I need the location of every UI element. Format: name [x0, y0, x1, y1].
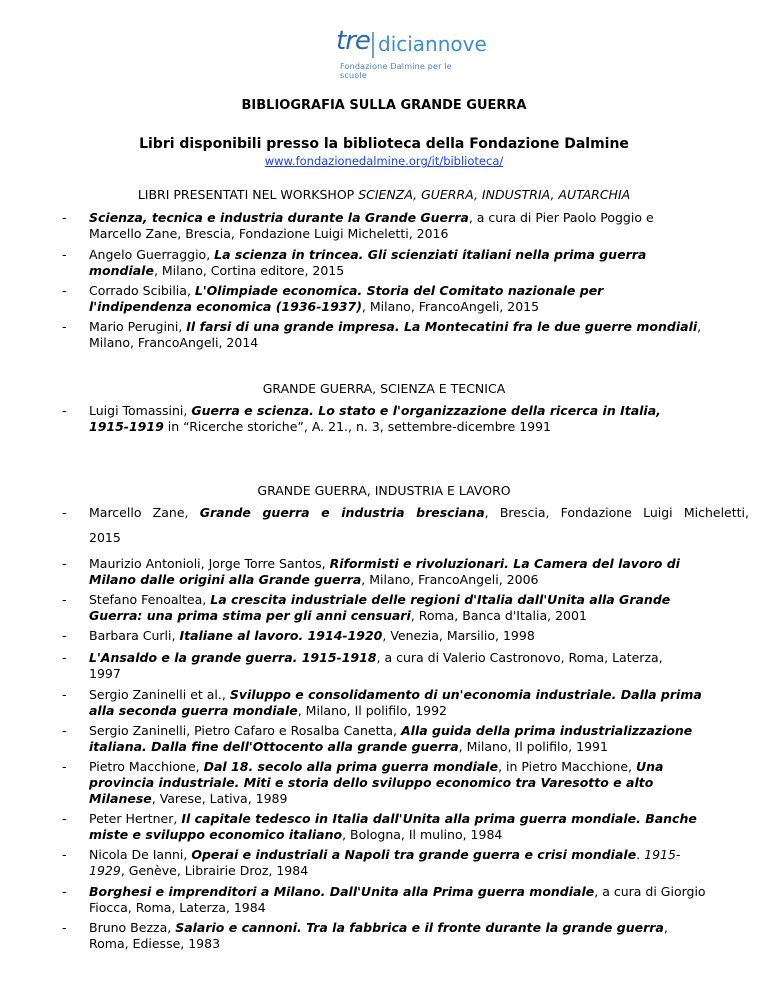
- logo-divider: [372, 32, 374, 58]
- book-title: Grande guerra e industria bresciana: [199, 505, 485, 520]
- book-title: Alla guida della prima industrializzazione: [400, 723, 693, 738]
- section-heading-scienza: GRANDE GUERRA, SCIENZA E TECNICA: [262, 381, 506, 396]
- page-subtitle: Libri disponibili presso la biblioteca della Fondazione Dalmine: [139, 136, 629, 152]
- book-title: Dal 18. secolo alla prima guerra mondiale: [203, 759, 499, 774]
- book-title: Riformisti e rivoluzionari. La Camera del lavoro di: [329, 556, 680, 571]
- logo-diciannove: diciannove: [378, 32, 487, 56]
- section-heading-plain: LIBRI PRESENTATI NEL WORKSHOP: [137, 187, 359, 202]
- book-title: La crescita industriale delle regioni d'Italia dall'Unita alla Grande: [210, 592, 671, 607]
- book-title: L'Ansaldo e la grande guerra. 1915-1918: [89, 650, 377, 665]
- page-title: BIBLIOGRAFIA SULLA GRANDE GUERRA: [241, 98, 527, 113]
- logo: [334, 22, 487, 82]
- book-title: Salario e cannoni. Tra la fabbrica e il fronte durante la grande guerra: [175, 920, 664, 935]
- book-title: L'Olimpiade economica. Storia del Comitato nazionale per: [194, 283, 604, 298]
- book-title: Scienza, tecnica e industria durante la Grande Guerra: [89, 210, 469, 225]
- logo-tre: tre: [336, 26, 370, 56]
- book-title: Borghesi e imprenditori a Milano. Dall'Unita alla Prima guerra mondiale: [89, 884, 595, 899]
- book-title: Guerra e scienza. Lo stato e l'organizzazione della ricerca in Italia,: [191, 403, 661, 418]
- logo-subtitle: Fondazione Dalmine per le scuole: [340, 62, 452, 80]
- book-title: Il capitale tedesco in Italia dall'Unita alla prima guerra mondiale. Banche: [181, 811, 697, 826]
- book-title: Operai e industriali a Napoli tra grande guerra e crisi mondiale: [191, 847, 637, 862]
- section-heading-workshop: [0, 187, 768, 202]
- section-heading-industria: GRANDE GUERRA, INDUSTRIA E LAVORO: [257, 483, 511, 498]
- book-title: Il farsi di una grande impresa. La Montecatini fra le due guerre mondiali: [186, 319, 698, 334]
- book-title: Sviluppo e consolidamento di un'economia industriale. Dalla prima: [229, 687, 702, 702]
- book-title: Italiane al lavoro. 1914-1920: [179, 628, 383, 643]
- book-title: La scienza in trincea. Gli scienziati italiani nella prima guerra: [214, 247, 647, 262]
- section-heading-italic: SCIENZA, GUERRA, INDUSTRIA, AUTARCHIA: [358, 187, 631, 202]
- library-link[interactable]: www.fondazionedalmine.org/it/biblioteca/: [264, 154, 504, 168]
